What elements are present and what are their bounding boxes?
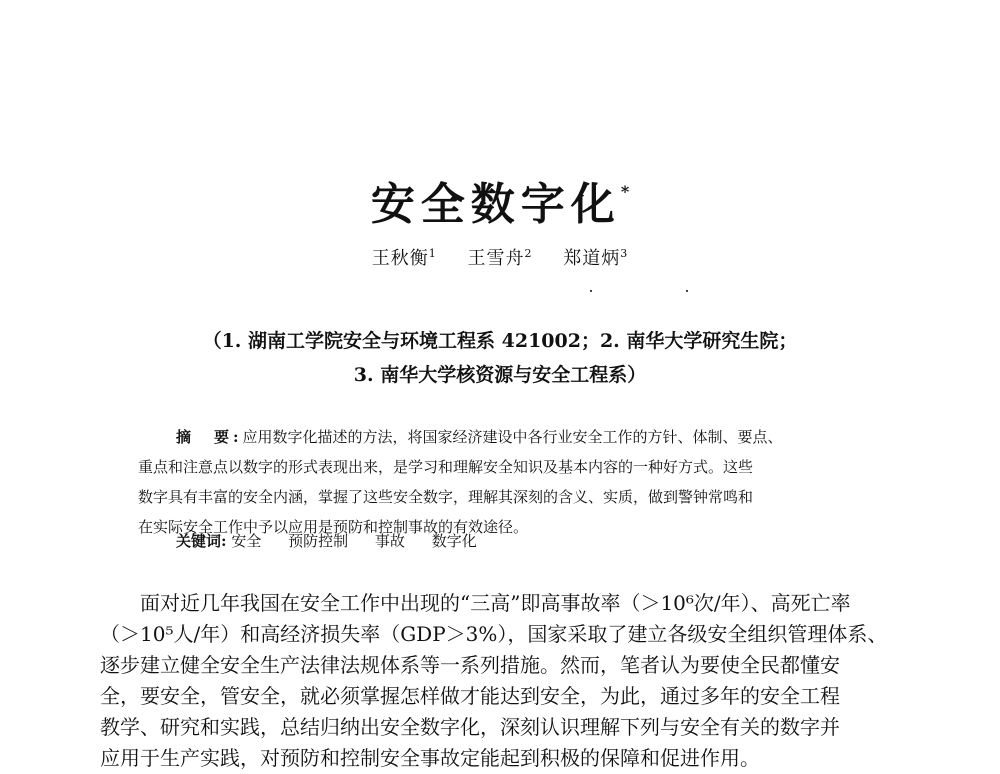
keyword: 预防控制: [288, 532, 349, 550]
abstract: [138, 422, 876, 542]
body-line: （＞10⁵人/年）和高经济损失率（GDP＞3%），国家采取了建立各级安全组织管理体系、: [100, 622, 888, 646]
author-list: [0, 244, 1000, 270]
author: [468, 248, 533, 269]
body-line: 逐步建立健全安全生产法律法规体系等一系列措施。然而，笔者认为要使全民都懂安: [100, 653, 840, 677]
scan-speck: [686, 290, 688, 292]
abstract-text: 应用数字化描述的方法，将国家经济建设中各行业安全工作的方针、体制、要点、: [242, 428, 783, 446]
author-name: 王秋衡: [371, 248, 429, 269]
body-line: 应用于生产实践，对预防和控制安全事故定能起到积极的保障和促进作用。: [100, 746, 760, 770]
keyword: 数字化: [431, 532, 477, 550]
title-text: 安全数字化: [370, 179, 621, 230]
body-paragraph: [100, 588, 912, 774]
affiliation-line: （1. 湖南工学院安全与环境工程系 421002；2. 南华大学研究生院；: [202, 330, 798, 352]
author-affil-index: 3: [620, 247, 629, 260]
paper-title: [0, 168, 1000, 232]
body-line: 教学、研究和实践，总结归纳出安全数字化，深刻认识理解下列与安全有关的数字并: [100, 715, 840, 739]
body-line: 面对近几年我国在安全工作中出现的“三高”即高事故率（＞10⁶次/年）、高死亡率: [140, 591, 851, 615]
abstract-line: 在实际安全工作中予以应用是预防和控制事故的有效途径。: [138, 518, 529, 536]
abstract-line: 数字具有丰富的安全内涵，掌握了这些安全数字，理解其深刻的含义、实质，做到警钟常鸣和: [138, 488, 754, 506]
keywords: [176, 530, 499, 551]
author-name: 王雪舟: [467, 248, 525, 269]
abstract-line: [138, 422, 876, 452]
scan-speck: [590, 290, 592, 292]
author-affil-index: 1: [428, 247, 437, 260]
keywords-label: 关键词:: [176, 532, 227, 550]
title-footnote-mark: *: [620, 182, 630, 202]
author-affil-index: 2: [524, 247, 533, 260]
keyword: 事故: [374, 532, 405, 550]
author-name: 郑道炳: [563, 248, 621, 269]
abstract-label: 摘 要:: [176, 428, 243, 446]
body-line: 全，要安全，管安全，就必须掌握怎样做才能达到安全，为此，通过多年的安全工程: [100, 684, 840, 708]
keyword: 安全: [231, 532, 262, 550]
author: [563, 248, 628, 269]
affiliation-line: 3. 南华大学核资源与安全工程系）: [353, 364, 647, 386]
author: [372, 248, 437, 269]
abstract-line: 重点和注意点以数字的形式表现出来，是学习和理解安全知识及基本内容的一种好方式。这些: [138, 458, 754, 476]
